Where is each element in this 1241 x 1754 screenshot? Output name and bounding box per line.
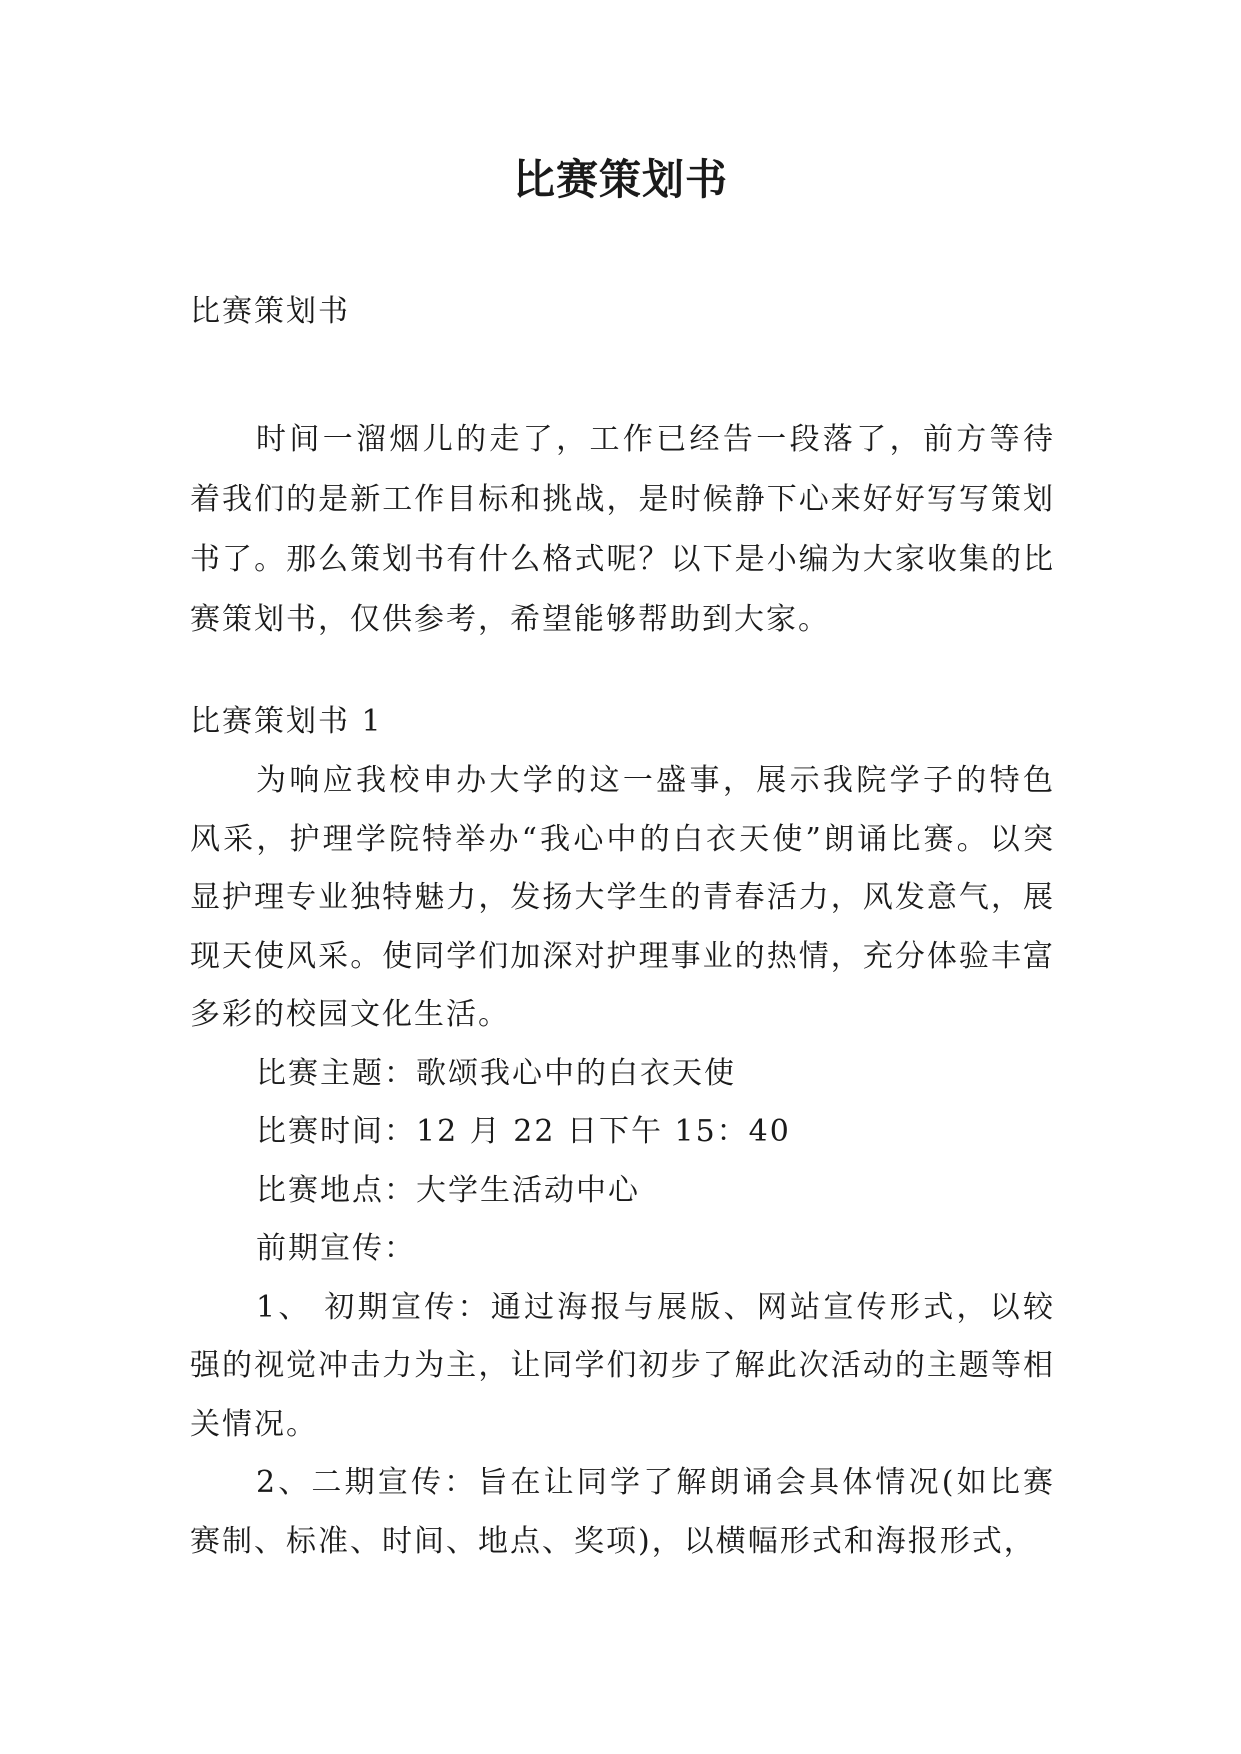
document-subtitle: 比赛策划书 (190, 294, 350, 329)
section-1-paragraph-1: 为响应我校申办大学的这一盛事，展示我院学子的特色风采，护理学院特举办“我心中的白衣天使”朗诵比赛。以突显护理专业独特魅力，发扬大学生的青春活力，风发意气，展现天使风采。使同学们加深对护理事业的热情，充分体验丰富多彩的校园文化生活。 (190, 763, 1055, 1032)
intro-paragraph: 时间一溜烟儿的走了，工作已经告一段落了，前方等待着我们的是新工作目标和挑战，是时候静下心来好好写写策划书了。那么策划书有什么格式呢？以下是小编为大家收集的比赛策划书，仅供参考，希望能够帮助到大家。 (190, 422, 1055, 637)
section-1 (190, 700, 1055, 1571)
section-1-theme: 比赛主题：歌颂我心中的白衣天使 (256, 1055, 736, 1091)
section-1-publicity-item-2: 2、二期宣传：旨在让同学了解朗诵会具体情况(如比赛赛制、标准、时间、地点、奖项)，以横幅形式和海报形式， (190, 1465, 1055, 1559)
section-1-location: 比赛地点：大学生活动中心 (256, 1172, 640, 1208)
section-1-publicity-heading: 前期宣传： (256, 1231, 416, 1266)
section-1-publicity-item-1: 1、 初期宣传：通过海报与展版、网站宣传形式，以较强的视觉冲击力为主，让同学们初步了解此次活动的主题等相关情况。 (190, 1289, 1055, 1442)
section-1-time: 比赛时间：12 月 22 日下午 15：40 (256, 1114, 791, 1149)
section-1-heading: 比赛策划书 1 (190, 704, 383, 739)
document-title: 比赛策划书 (512, 155, 728, 204)
